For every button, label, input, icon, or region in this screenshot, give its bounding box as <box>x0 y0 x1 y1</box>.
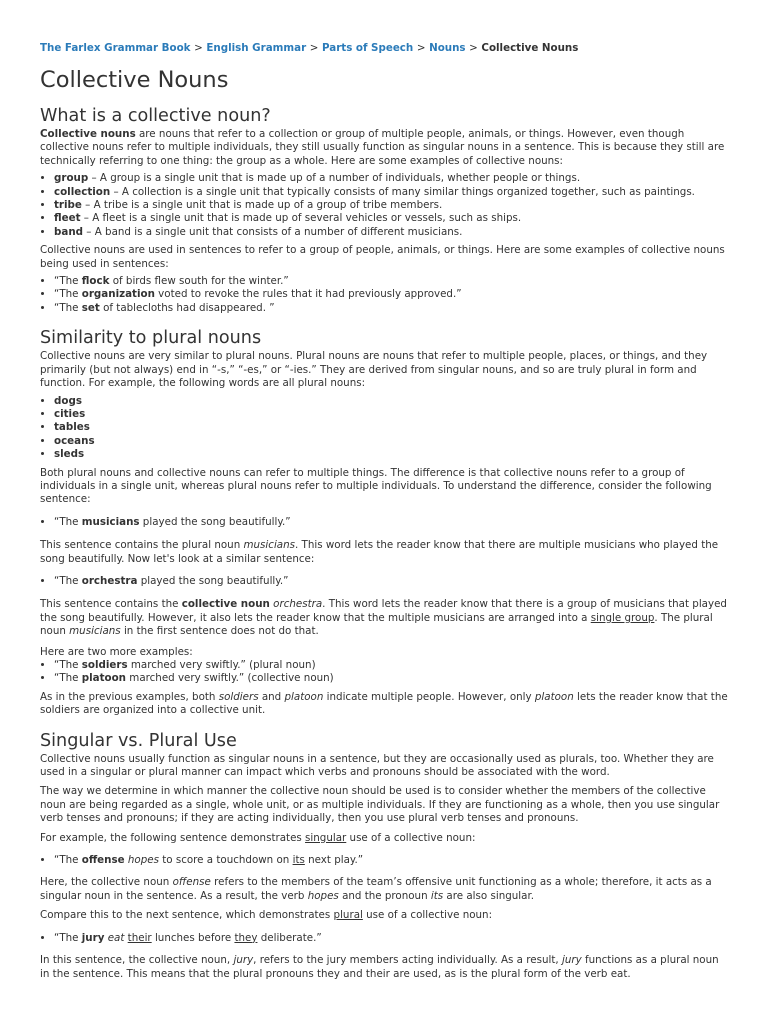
list-item <box>54 516 728 529</box>
text: Compare this to the next sentence, which demonstrates <box>40 909 334 922</box>
text: Here, the collective noun <box>40 876 173 889</box>
italic-term: jury <box>233 954 254 967</box>
example-list <box>40 659 728 686</box>
text: marched very swiftly.” (collective noun) <box>126 672 334 685</box>
text: In this sentence, the collective noun, <box>40 954 234 967</box>
paragraph <box>40 954 728 981</box>
breadcrumb-link-parts-of-speech[interactable]: Parts of Speech <box>321 42 414 54</box>
text: to score a touchdown on <box>158 854 293 867</box>
list-item <box>54 172 728 185</box>
list-item <box>54 212 728 225</box>
text: played the song beautifully.” <box>137 574 289 587</box>
italic-term: soldiers <box>218 690 259 703</box>
italic-term: hopes <box>127 854 159 867</box>
underlined-term: their <box>127 931 152 944</box>
text: “The <box>54 288 82 301</box>
text: lunches before <box>151 931 235 944</box>
bold-term: soldiers <box>81 659 128 671</box>
text: of tablecloths had disappeared. ” <box>99 301 275 314</box>
list-item <box>54 186 728 199</box>
example-list <box>40 854 728 867</box>
italic-term: eat <box>107 931 125 944</box>
text: . The plural noun <box>40 611 713 638</box>
paragraph <box>40 909 728 922</box>
underlined-term: single group <box>590 611 655 624</box>
list-item <box>54 659 728 672</box>
bold-term: sleds <box>54 448 85 461</box>
text: . This word lets the reader know that there are multiple musicians who played the song beautifully. Now let's look at a similar sentence: <box>40 539 719 565</box>
sentences-list <box>40 275 728 315</box>
paragraph <box>40 539 728 566</box>
paragraph <box>40 876 728 903</box>
paragraph <box>40 691 728 718</box>
section-similarity <box>40 326 728 717</box>
bold-term: cities <box>54 407 86 420</box>
paragraph <box>40 832 728 845</box>
italic-term: hopes <box>307 889 339 902</box>
text: “The <box>54 574 82 587</box>
breadcrumb-separator: > <box>194 42 203 54</box>
text: marched very swiftly.” (plural noun) <box>127 659 316 671</box>
list-item <box>54 199 728 212</box>
bold-term: set <box>81 301 100 314</box>
text: and <box>258 690 285 703</box>
paragraph: Both plural nouns and collective nouns can refer to multiple things. The difference is that collective nouns refer to a group of individuals in a single unit, whereas plural nouns refer to multiple individuals. To understand the difference, consider the following sentence: <box>40 466 712 506</box>
text: use of a collective noun: <box>346 831 476 844</box>
text: deliberate.” <box>257 931 322 944</box>
bold-term: orchestra <box>81 574 138 587</box>
text: This sentence contains the plural noun <box>40 539 244 552</box>
text: As in the previous examples, both <box>40 690 219 703</box>
list-item <box>54 395 728 408</box>
list-item <box>54 408 728 421</box>
bold-term: collective noun <box>181 598 270 611</box>
list-item <box>54 226 728 239</box>
page-title: Collective Nouns <box>40 67 229 93</box>
text: of birds flew south for the winter.” <box>109 275 289 288</box>
underlined-term: singular <box>305 831 347 844</box>
text: are also singular. <box>443 889 535 902</box>
text: refers to the members of the team’s offensive unit functioning as a whole; therefore, it acts as a singular noun in the sentence. As a result, the verb <box>40 876 712 902</box>
paragraph <box>40 598 728 638</box>
italic-term: musicians <box>243 539 296 552</box>
list-item <box>54 932 728 945</box>
text: , refers to the jury members acting individually. As a result, <box>253 954 562 967</box>
italic-term: offense <box>172 876 211 889</box>
paragraph: Collective nouns are used in sentences to refer to a group of people, animals, or things. Here are some examples of collective nouns being used in sentences: <box>40 244 725 270</box>
text: next play.” <box>304 854 364 867</box>
bold-term: Collective nouns <box>40 128 136 140</box>
bold-term: organization <box>81 288 155 301</box>
breadcrumb-separator: > <box>469 42 478 54</box>
list-item <box>54 575 728 588</box>
text: – A fleet is a single unit that is made up of several vehicles or vessels, such as ships. <box>80 212 522 225</box>
example-list <box>40 932 728 945</box>
list-item <box>54 672 728 685</box>
bold-term: collection <box>54 185 111 198</box>
example-list <box>40 575 728 588</box>
breadcrumb-link-grammar-book[interactable]: The Farlex Grammar Book <box>40 42 191 54</box>
section-heading: Similarity to plural nouns <box>40 328 262 349</box>
paragraph: Here are two more examples: <box>40 645 193 658</box>
text: “The <box>54 659 82 671</box>
breadcrumb-separator: > <box>309 42 319 54</box>
text: For example, the following sentence demonstrates <box>40 831 306 844</box>
list-item <box>54 435 728 448</box>
text: – A group is a single unit that is made up of a number of individuals, whether people or things. <box>88 172 581 185</box>
text: “The <box>54 301 82 314</box>
list-item <box>54 421 728 434</box>
breadcrumb-link-nouns[interactable]: Nouns <box>429 42 466 54</box>
text: “The <box>54 515 82 528</box>
text: “The <box>54 931 82 944</box>
section-what-is <box>40 104 728 315</box>
text: in the first sentence does not do that. <box>120 625 319 638</box>
list-item <box>54 448 728 461</box>
examples-list <box>40 172 728 239</box>
italic-term: platoon <box>284 690 324 703</box>
text: indicate multiple people. However, only <box>323 690 535 703</box>
text: and the pronoun <box>338 889 431 902</box>
underlined-term: they <box>234 931 258 944</box>
bold-term: dogs <box>54 394 82 407</box>
paragraph: The way we determine in which manner the collective noun should be used is to consider whether the members of the collective noun are being regarded as a single, whole unit, or as multiple individuals. If they are functioning as a whole, then you use singular verb tenses and pronouns; if they are acting individually, then you use plural verb tenses and pronouns. <box>40 785 720 825</box>
text: . This word lets the reader know that there is a group of musicians that played the song beautifully. However, it also lets the reader know that the multiple musicians are arranged into a <box>40 598 727 624</box>
bold-term: oceans <box>54 434 95 447</box>
section-heading: What is a collective noun? <box>40 106 271 126</box>
section-heading: Singular vs. Plural Use <box>40 730 237 751</box>
breadcrumb <box>40 41 728 55</box>
paragraph <box>40 128 728 168</box>
text: functions as a plural noun in the sentence. This means that the plural pronouns they and their are used, as is the plural form of the verb eat. <box>40 954 719 980</box>
text: “The <box>54 672 82 685</box>
list-item <box>54 854 728 867</box>
breadcrumb-link-english-grammar[interactable]: English Grammar <box>206 42 307 54</box>
text: are nouns that refer to a collection or group of multiple people, animals, or things. However, even though collective nouns refer to multiple individuals, they still usually function as singular nouns in a sentence. This is because they still are technically referring to one thing: the group as a whole. Here are some examples of collective nouns: <box>40 128 725 167</box>
bold-term: platoon <box>81 672 127 685</box>
list-item <box>54 288 728 301</box>
bold-term: group <box>54 172 89 185</box>
text: “The <box>54 275 82 288</box>
paragraph: Collective nouns usually function as singular nouns in a sentence, but they are occasionally used as plurals, too. Whether they are used in a singular or plural manner can impact which verbs and pronouns should be associated with the word. <box>40 752 714 779</box>
text: – A band is a single unit that consists of a number of different musicians. <box>83 225 463 238</box>
bold-term: fleet <box>54 212 81 225</box>
section-singular-vs-plural <box>40 729 728 981</box>
list-item <box>54 275 728 288</box>
underlined-term: its <box>292 854 305 867</box>
underlined-term: plural <box>333 909 363 922</box>
paragraph: Collective nouns are very similar to plural nouns. Plural nouns are nouns that refer to multiple people, places, or things, and they primarily (but not always) end in “-s,” “-es,” or “-ies.” They are derived from singular nouns, and so are truly plural in form and function. For example, the following words are all plural nouns: <box>40 350 708 390</box>
bold-term: tables <box>54 421 90 434</box>
list-item <box>54 302 728 315</box>
bold-term: band <box>54 225 84 238</box>
text: lets the reader know that the soldiers are organized into a collective unit. <box>40 690 728 717</box>
text: use of a collective noun: <box>362 909 493 922</box>
text: – A collection is a single unit that typically consists of many similar things organized together, such as paintings. <box>110 185 695 198</box>
breadcrumb-current: Collective Nouns <box>481 42 579 54</box>
italic-term: its <box>430 889 444 902</box>
bold-term: flock <box>81 275 110 288</box>
italic-term: platoon <box>534 690 574 703</box>
example-list <box>40 516 728 529</box>
text: This sentence contains the <box>40 598 182 611</box>
text: “The <box>54 854 82 867</box>
italic-term: orchestra <box>273 598 323 611</box>
text: played the song beautifully.” <box>139 515 291 528</box>
bold-term: tribe <box>54 199 82 212</box>
bold-term: offense <box>81 854 125 867</box>
breadcrumb-separator: > <box>416 42 426 54</box>
bold-term: jury <box>81 931 105 944</box>
plurals-list <box>40 395 728 462</box>
text: voted to revoke the rules that it had previously approved.” <box>154 288 462 301</box>
text: – A tribe is a single unit that is made up of a group of tribe members. <box>81 199 443 212</box>
italic-term: musicians <box>69 625 121 638</box>
italic-term: jury <box>561 954 582 967</box>
bold-term: musicians <box>81 515 140 528</box>
